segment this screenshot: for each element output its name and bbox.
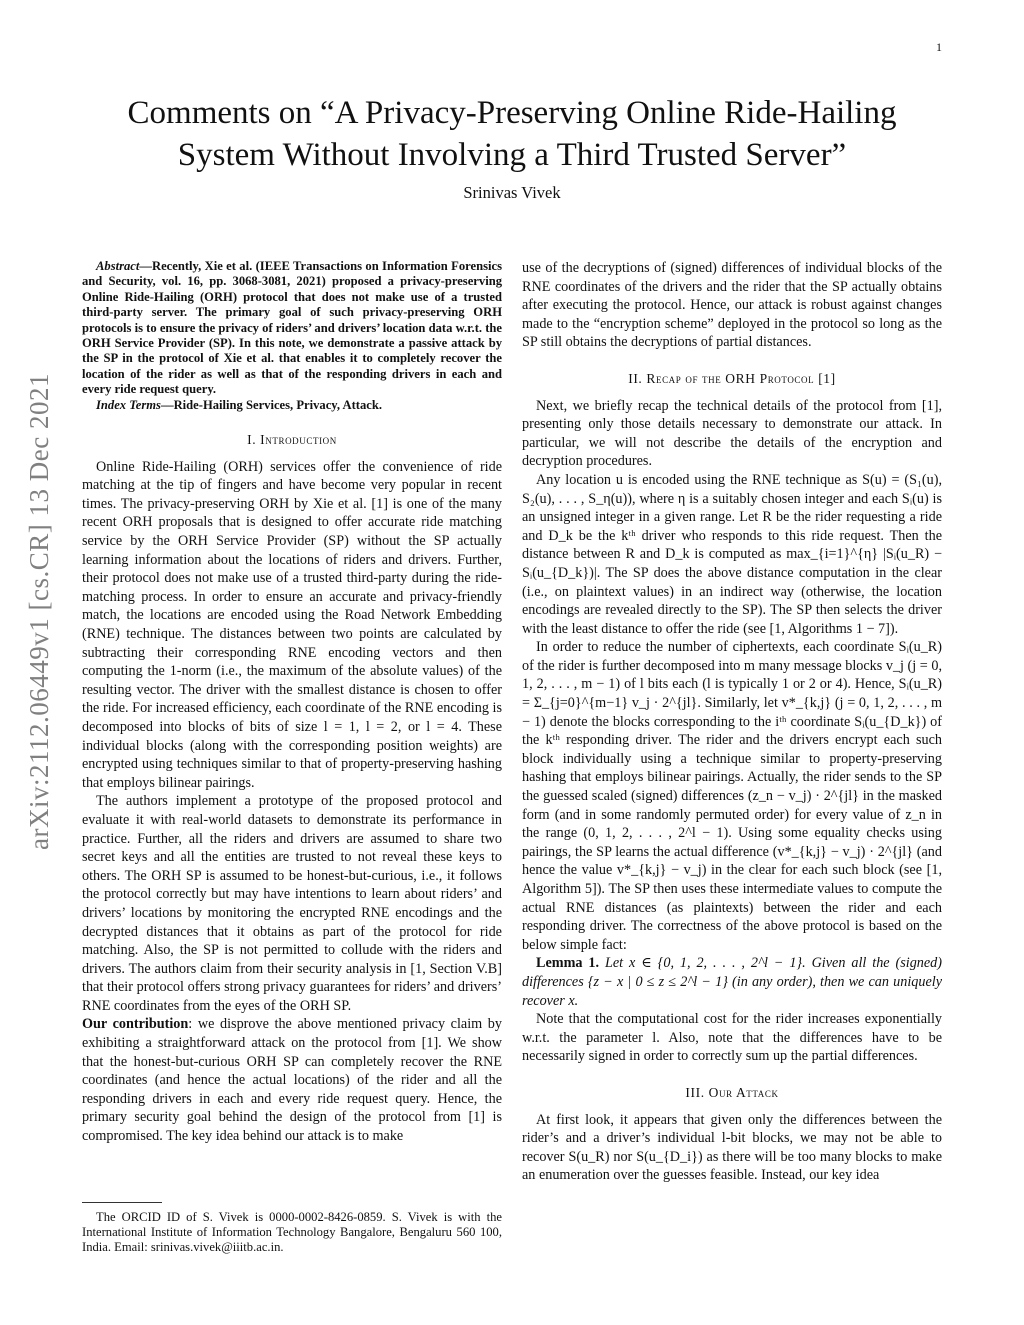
index-terms-label: Index Terms: [96, 397, 161, 412]
author-name: Srinivas Vivek: [463, 183, 561, 202]
after-lemma-paragraph: Note that the computational cost for the rider increases exponentially w.r.t. the parameter l. Also, note that the differences have to be necessarily signed in order to correctly sum up the partial differences.: [522, 1011, 942, 1065]
abstract-text: —Recently, Xie et al. (IEEE Transactions on Information Forensics and Security, vol. 16, pp. 3068-3081, 2021) proposed a privacy-preserving Online Ride-Hailing (ORH) protocol that does not make use of a trusted third-party server. The primary goal of such privacy-preserving ORH protocols is to ensure the privacy of riders’ and drivers’ location data w.r.t. the ORH Service Provider (SP). In this note, we demonstrate a passive attack by the SP in the protocol of Xie et al. that enables it to completely recover the location of the rider as well as that of the responding drivers in each and every ride request query.: [82, 259, 502, 397]
abstract-label: Abstract: [96, 259, 140, 273]
section-heading-attack: III. Our Attack: [685, 1084, 779, 1100]
index-terms: [82, 398, 502, 413]
attack-paragraph: At first look, it appears that given only the differences between the rider’s and a driver’s individual l-bit blocks, we may not be able to recover S(u_R) nor S(u_{D_i}) as there will be too many blocks to make an enumeration over the guesses feasible. Instead, our key idea: [522, 1111, 942, 1184]
lemma-text: Let x ∈ {0, 1, 2, . . . , 2^l − 1}. Given all the (signed) differences {z − x | 0 ≤ z ≤ 2^l − 1} (in any order), then we can uniquely recover x.: [522, 955, 943, 1009]
paper-title: Comments on “A Privacy-Preserving Online Ride-Hailing System Without Involving a Third Trusted Server”: [127, 95, 897, 173]
right-column: [522, 259, 942, 1185]
intro-continuation: use of the decryptions of (signed) differences of individual blocks of the RNE coordinates of the drivers and the rider that the SP actually obtains after executing the protocol. Hence, our attack is robust against changes made to the “encryption scheme” deployed in the protocol so long as the SP still obtains the decryptions of partial distances.: [522, 260, 942, 351]
footnote: The ORCID ID of S. Vivek is 0000-0002-8426-0859. S. Vivek is with the International Institute of Information Technology Bangalore, Bengaluru 560 100, India. Email: srinivas.vivek@iiitb.ac.in.: [82, 1210, 502, 1255]
contribution-text: : we disprove the above mentioned privacy claim by exhibiting a straightforward attack on the protocol from [1]. We show that the honest-but-curious ORH SP can completely recover the RNE coordinates (and hence the actual locations) of the rider and all the responding drivers in each and every ride request query. Hence, the primary security goal behind the design of the protocol from [1] is compromised. The key idea behind our attack is to make: [82, 1016, 502, 1145]
section-heading-recap: II. Recap of the ORH Protocol [1]: [628, 370, 836, 386]
arxiv-side-stamp: [18, 320, 60, 902]
section-heading-introduction: I. Introduction: [247, 432, 337, 448]
footnote-rule: [82, 1202, 162, 1203]
contribution-paragraph: [82, 1015, 502, 1145]
recap-paragraph-1: Next, we briefly recap the technical details of the protocol from [1], presenting only those details necessary to demonstrate our attack. In particular, we will not describe the details of the encryption and decryption procedures.: [522, 397, 942, 470]
lemma-1: [522, 954, 942, 1010]
page-number: 1: [936, 40, 942, 54]
intro-paragraph-1: Online Ride-Hailing (ORH) services offer the convenience of ride matching at the tip of fingers and have become very popular in recent times. The privacy-preserving ORH by Xie et al. [1] is one of the many recent ORH proposals that is designed to offer accurate ride matching service by the ORH Service Provider (SP) without the SP actually learning information about the locations of riders and drivers. Further, their protocol does not make use of a trusted third-party during the ride-matching process. In order to ensure an accurate and privacy-friendly match, the locations are encoded using the Road Network Embedding (RNE) technique. The distances between two points are calculated by subtracting their corresponding RNE encoding vectors and then computing the 1-norm (i.e., the maximum of the absolute values) of the resulting vector. The driver with the smallest distance is chosen to offer the ride. For increased efficiency, each coordinate of the RNE encoding is decomposed into blocks of bits of size l = 1, l = 2, or l = 4. These individual blocks (along with the corresponding position weights) are encrypted using techniques similar to that of property-preserving hashing that employs bilinear pairings.: [82, 458, 502, 791]
recap-paragraph-3: In order to reduce the number of ciphertexts, each coordinate Sᵢ(u_R) of the rider is further decomposed into m many message blocks v_j (j = 0, 1, 2, . . . , m − 1) of l bits each (l is typically 1 or 2 or 4). Hence, Sᵢ(u_R) = Σ_{j=0}^{m−1} v_j · 2^{jl}. Similarly, let v*_{k,j} (j = 0, 1, 2, . . . , m − 1) denote the blocks corresponding to the iᵗʰ coordinate Sᵢ(u_{D_k}) of the kᵗʰ responding driver. The rider and the drivers encrypt each such block individually using a technique similar to property-preserving hashing that employs bilinear pairings. Actually, the rider sends to the SP the guessed scaled (signed) differences (z_n − v_j) · 2^{jl} in the masked form (and in some randomly permuted order) for every value of z_n in the range (0, 1, 2, . . . , 2^l − 1). Using some equality checks using pairings, the SP learns the actual difference (v*_{k,j} − v_j) · 2^{jl} (and hence the value v*_{k,j} − v_j) in the clear for each such block (see [1, Algorithm 5]). The SP then uses these intermediate values to compute the actual RNE distances (as plaintexts) between the rider and each responding driver. The correctness of the above protocol is based on the below simple fact:: [522, 639, 942, 953]
intro-paragraph-2: The authors implement a prototype of the proposed protocol and evaluate it with real-world datasets to demonstrate its performance in practice. Further, all the riders and drivers are assumed to share two secret keys and all the entities are trusted to not reveal these keys to others. The ORH SP is assumed to be honest-but-curious, i.e., it follows the protocol correctly but may have intentions to learn about riders’ and drivers’ locations by monitoring the encrypted RNE encodings and the decrypted distances that it obtains as part of the protocol for ride matching. Also, the SP is not permitted to collude with the riders and drivers. The authors claim from their security analysis in [1, Section V.B] that their protocol offers strong privacy guarantees for riders’ and drivers’ RNE coordinates from the eyes of the ORH SP.: [82, 793, 502, 1014]
abstract: [82, 259, 502, 398]
arxiv-identifier: arXiv:2112.06449v1 [cs.CR] 13 Dec 2021: [23, 372, 54, 850]
index-terms-text: —Ride-Hailing Services, Privacy, Attack.: [160, 397, 383, 412]
recap-paragraph-2: Any location u is encoded using the RNE technique as S(u) = (S₁(u), S₂(u), . . . , S_η(u)), where η is a suitably chosen integer and each Sᵢ(u) is an unsigned integer in a given range. Let R be the rider requesting a ride and D_k be the kᵗʰ driver who responds to this ride request. Then the distance between R and D_k is computed as max_{i=1}^{η} |Sᵢ(u_R) − Sᵢ(u_{D_k})|. The SP does the above distance computation in the clear (i.e., on plaintext values) in an indirect way (otherwise, the location encodings are revealed directly to the SP). The SP then selects the driver with the least distance to offer the ride (see [1, Algorithms 1 − 7]).: [522, 471, 942, 637]
lemma-label: Lemma 1.: [536, 955, 600, 972]
left-column: [82, 259, 502, 1146]
contribution-label: Our contribution: [82, 1016, 189, 1033]
